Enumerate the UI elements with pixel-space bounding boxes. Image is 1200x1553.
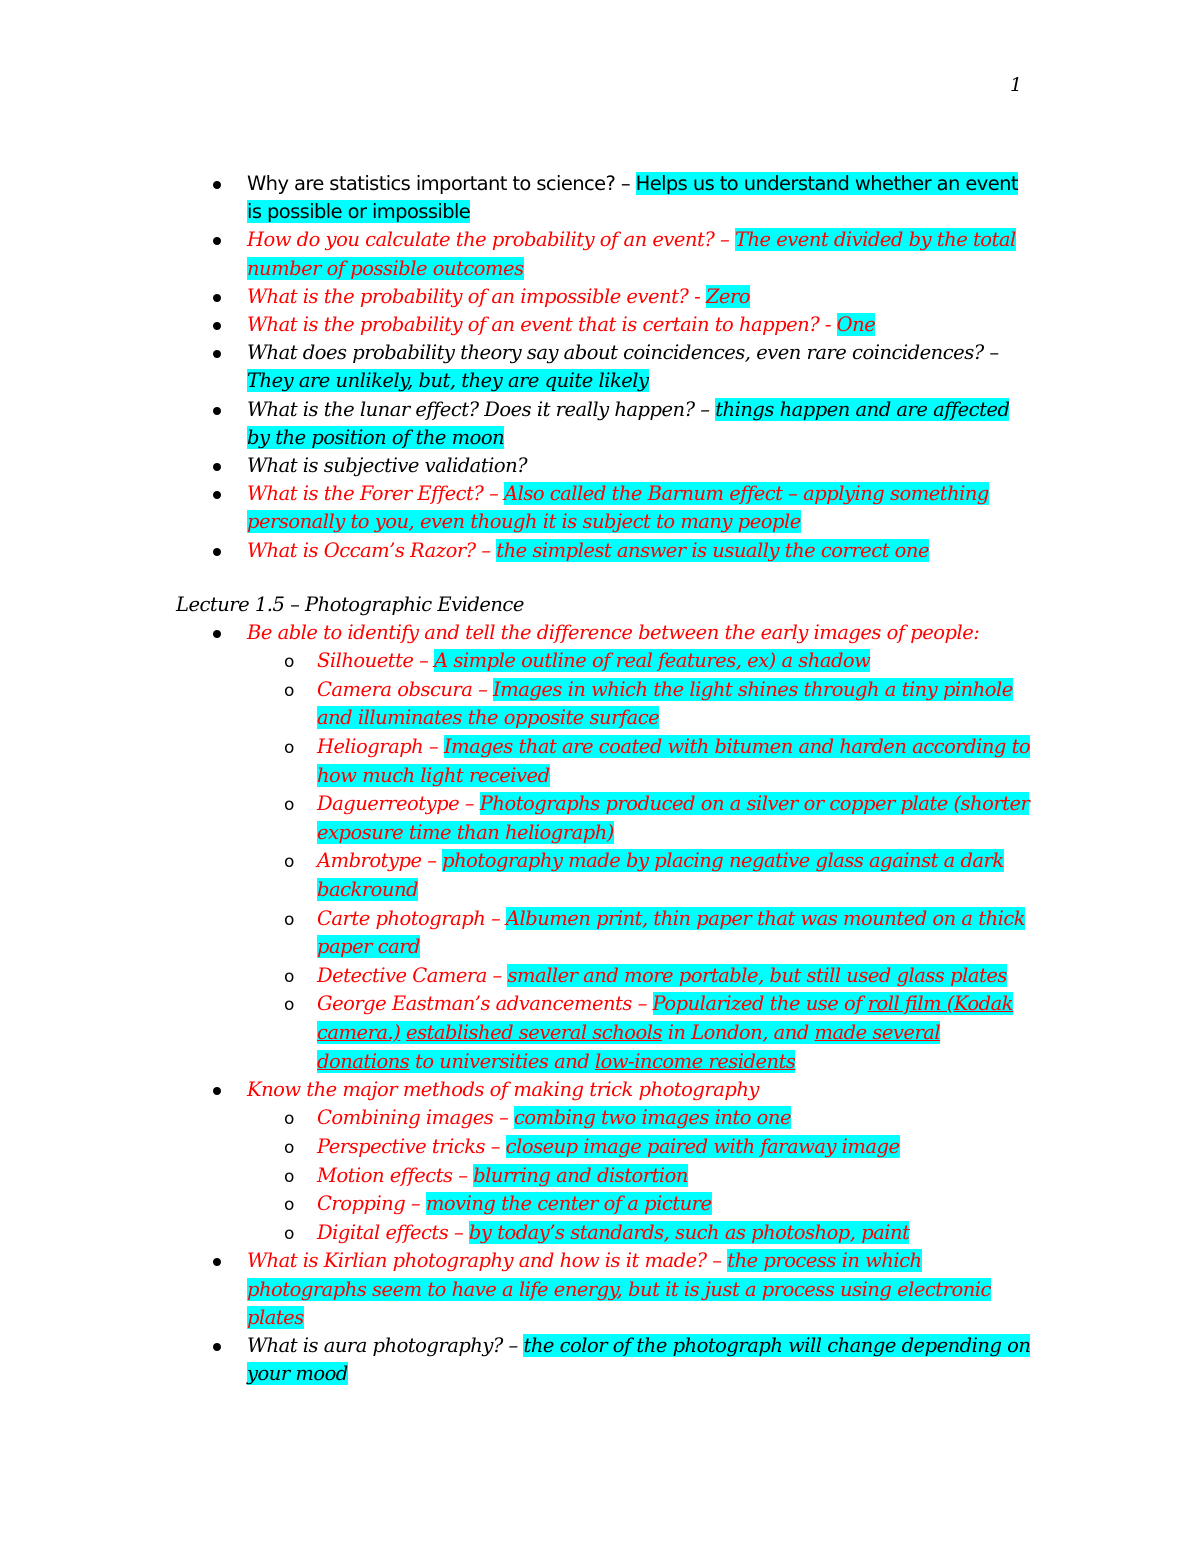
question-text: What is subjective validation? [247, 454, 528, 478]
circle-bullet-icon: o [284, 909, 294, 930]
sublist-item [176, 1104, 1036, 1133]
definition-highlight: blurring and distortion [473, 1163, 688, 1187]
list-item [176, 226, 1036, 282]
circle-bullet-icon: o [284, 680, 294, 701]
definition-highlight: smaller and more portable, but still used glass plates [507, 963, 1007, 987]
question-text: What is the Forer Effect? – [247, 482, 504, 506]
question-text: What is the probability of an event that is certain to happen? - [247, 313, 837, 337]
answer-highlight: They are unlikely, but, they are quite likely [247, 369, 649, 393]
photographic-evidence-list [176, 619, 1036, 1388]
circle-bullet-icon: o [284, 852, 294, 873]
sublist-item [176, 1219, 1036, 1248]
definition-highlight: closeup image paired with faraway image [505, 1134, 900, 1158]
sublist-item [176, 1162, 1036, 1191]
list-item [176, 452, 1036, 480]
definition-highlight: Images in which the light shines through a tiny pinhole and illuminates the opposite surface [317, 677, 1013, 730]
answer-highlight: One [836, 313, 876, 337]
circle-bullet-icon: o [284, 966, 294, 987]
circle-bullet-icon: o [284, 1109, 294, 1130]
list-item [176, 537, 1036, 565]
question-text: What is the lunar effect? Does it really happen? – [247, 397, 716, 421]
circle-bullet-icon: o [284, 1137, 294, 1158]
answer-highlight: Helps us to understand whether an event is possible or impossible [247, 172, 1018, 224]
underlined-text: made several donations [317, 1020, 941, 1073]
list-item [176, 1332, 1036, 1388]
list-item [176, 170, 1036, 226]
definition-part: to universities and [409, 1049, 595, 1073]
sublist-item [176, 1190, 1036, 1219]
term-text: Digital effects – [317, 1220, 469, 1244]
question-text: What is Occam’s Razor? – [247, 538, 497, 562]
term-text: George Eastman’s advancements – [317, 992, 653, 1016]
term-text: Cropping – [317, 1192, 426, 1216]
list-item [176, 480, 1036, 536]
question-text: Be able to identify and tell the difference between the early images of people: [247, 621, 980, 645]
definition-highlight: Images that are coated with bitumen and harden according to how much light received [317, 735, 1031, 787]
circle-bullet-icon: o [284, 1223, 294, 1244]
sublist-item [176, 905, 1036, 962]
bullet-icon [213, 322, 221, 330]
circle-bullet-icon: o [284, 1195, 294, 1216]
answer-highlight: Zero [705, 284, 751, 308]
question-text: Why are statistics important to science? – [247, 172, 636, 195]
sublist-item [176, 733, 1036, 790]
bullet-icon [213, 1258, 221, 1266]
lecture-heading: Lecture 1.5 – Photographic Evidence [176, 592, 524, 616]
bullet-icon [213, 237, 221, 245]
definition-highlight: Photographs produced on a silver or copper plate (shorter exposure time than heliograph) [317, 792, 1030, 844]
bullet-icon [213, 350, 221, 358]
bullet-icon [213, 181, 221, 189]
list-item [176, 1247, 1036, 1332]
bullet-icon [213, 1087, 221, 1095]
page-number: 1 [1010, 74, 1023, 96]
circle-bullet-icon: o [284, 995, 294, 1016]
sublist-item [176, 647, 1036, 676]
bullet-icon [213, 294, 221, 302]
sublist-item [176, 847, 1036, 904]
early-images-sublist [247, 647, 1036, 1076]
definition-highlight: Albumen print, thin paper that was mounted on a thick paper card [317, 906, 1026, 959]
definition-highlight: A simple outline of real features, ex) a shadow [434, 649, 871, 673]
definition-part: Popularized the use of [652, 992, 868, 1016]
underlined-text: established several schools [406, 1020, 662, 1044]
sublist-item [176, 1133, 1036, 1162]
term-text: Perspective tricks – [317, 1134, 506, 1158]
question-text: What is the probability of an impossible event? - [247, 284, 706, 308]
circle-bullet-icon: o [284, 738, 294, 759]
bullet-icon [213, 463, 221, 471]
definition-part: in London, and [662, 1020, 815, 1044]
underlined-text: roll film (Kodak camera.) [317, 992, 1014, 1044]
underlined-text: low-income residents [594, 1049, 796, 1073]
circle-bullet-icon: o [284, 652, 294, 673]
term-text: Silhouette – [317, 649, 435, 673]
term-text: Carte photograph – [317, 906, 506, 930]
answer-highlight: the color of the photograph will change depending on your mood [247, 1333, 1031, 1386]
answer-highlight: things happen and are affected by the position of the moon [247, 397, 1010, 449]
document-body [176, 170, 1036, 1388]
bullet-icon [213, 491, 221, 499]
term-text: Heliograph – [317, 735, 444, 759]
list-item [176, 339, 1036, 395]
question-text: Know the major methods of making trick photography [247, 1078, 759, 1102]
term-text: Combining images – [317, 1106, 514, 1130]
sublist-item [176, 676, 1036, 733]
trick-photography-sublist [247, 1104, 1036, 1247]
list-item [176, 311, 1036, 339]
answer-highlight: Also called the Barnum effect – applying something personally to you, even though it is subject to many people [247, 482, 989, 534]
bullet-icon [213, 630, 221, 638]
bullet-icon [213, 548, 221, 556]
circle-bullet-icon: o [284, 1166, 294, 1187]
sublist-item [176, 790, 1036, 847]
sublist-item [176, 962, 1036, 991]
term-text: Daguerreotype – [317, 792, 480, 816]
circle-bullet-icon: o [284, 795, 294, 816]
term-text: Ambrotype – [317, 849, 443, 873]
bullet-icon [213, 407, 221, 415]
definition-highlight: combing two images into one [513, 1106, 792, 1130]
list-item [176, 619, 1036, 1076]
answer-highlight: The event divided by the total number of possible outcomes [247, 228, 1016, 280]
definition-highlight: photography made by placing negative glass against a dark backround [317, 849, 1004, 901]
list-item [176, 1076, 1036, 1247]
definition-highlight: moving the center of a picture [425, 1192, 712, 1216]
bullet-icon [213, 1343, 221, 1351]
answer-highlight: the process in which photographs seem to have a life energy, but it is just a process using electronic plates [247, 1249, 991, 1329]
sublist-item [176, 990, 1036, 1076]
definition-highlight: by today’s standards, such as photoshop, paint [468, 1220, 910, 1244]
term-text: Detective Camera – [317, 963, 508, 987]
answer-highlight: the simplest answer is usually the correct one [496, 538, 930, 562]
list-item [176, 396, 1036, 452]
term-text: Motion effects – [317, 1163, 474, 1187]
statistics-question-list [176, 170, 1036, 565]
list-item [176, 283, 1036, 311]
question-text: How do you calculate the probability of an event? – [247, 228, 735, 252]
question-text: What is Kirlian photography and how is it made? – [247, 1249, 728, 1273]
term-text: Camera obscura – [317, 677, 494, 701]
question-text: What is aura photography? – [247, 1333, 524, 1357]
question-text: What does probability theory say about coincidences, even rare coincidences? – [247, 341, 999, 365]
